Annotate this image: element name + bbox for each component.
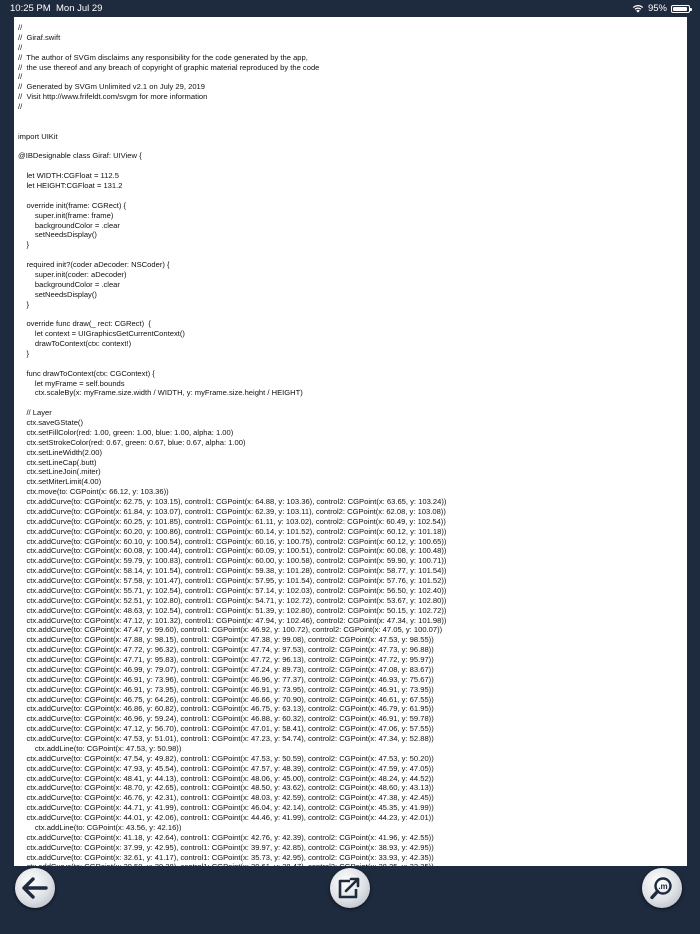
bottom-toolbar xyxy=(0,866,700,934)
wifi-icon xyxy=(632,4,644,13)
code-line: // Generated by SVGm Unlimited v2.1 on July 29, 2019 xyxy=(18,82,205,92)
code-line: ctx.addCurve(to: CGPoint(x: 55.71, y: 102.54), control1: CGPoint(x: 57.14, y: 102.03), control2: CGPoint(x: 56.50, y: 102.40)) xyxy=(18,585,447,595)
code-line: func drawToContext(ctx: CGContext) { xyxy=(18,368,155,378)
code-line: // xyxy=(18,102,23,111)
code-line: // The author of SVGm disclaims any responsibility for the code generated by the app, xyxy=(18,52,308,62)
code-line: ctx.addCurve(to: CGPoint(x: 60.25, y: 101.85), control1: CGPoint(x: 61.11, y: 103.02), control2: CGPoint(x: 60.49, y: 102.54)) xyxy=(18,516,446,526)
code-line: ctx.addCurve(to: CGPoint(x: 47.72, y: 96.32), control1: CGPoint(x: 47.74, y: 97.53), control2: CGPoint(x: 47.73, y: 96.88)) xyxy=(18,645,434,655)
code-line: ctx.addCurve(to: CGPoint(x: 58.14, y: 101.54), control1: CGPoint(x: 59.38, y: 101.28), control2: CGPoint(x: 58.77, y: 101.54)) xyxy=(18,566,447,576)
code-line: setNeedsDisplay() xyxy=(18,289,97,299)
code-line xyxy=(18,191,687,201)
code-line: ctx.addCurve(to: CGPoint(x: 52.51, y: 102.80), control1: CGPoint(x: 54.71, y: 102.72), control2: CGPoint(x: 53.67, y: 102.80)) xyxy=(18,595,447,605)
battery-percent: 95% xyxy=(647,3,667,14)
magnifier-m-icon xyxy=(649,875,675,901)
code-line: super.init(frame: frame) xyxy=(18,210,114,220)
code-line: let HEIGHT:CGFloat = 131.2 xyxy=(18,181,123,190)
code-line: ctx.addCurve(to: CGPoint(x: 61.84, y: 103.07), control1: CGPoint(x: 62.39, y: 103.11), control2: CGPoint(x: 62.08, y: 103.08)) xyxy=(18,506,446,516)
code-line: ctx.addCurve(to: CGPoint(x: 37.99, y: 42.95), control1: CGPoint(x: 39.97, y: 42.85), control2: CGPoint(x: 38.93, y: 42.95)) xyxy=(18,842,434,852)
code-line: override func draw(_ rect: CGRect) { xyxy=(18,319,151,329)
code-line: ctx.addCurve(to: CGPoint(x: 46.96, y: 59.24), control1: CGPoint(x: 46.88, y: 60.32), control2: CGPoint(x: 46.91, y: 59.78)) xyxy=(18,714,434,724)
arrow-left-icon xyxy=(22,877,48,899)
status-date: Mon Jul 29 xyxy=(56,3,103,14)
code-line: ctx.addCurve(to: CGPoint(x: 62.75, y: 103.15), control1: CGPoint(x: 64.88, y: 103.36), control2: CGPoint(x: 63.65, y: 103.24)) xyxy=(18,497,447,506)
code-line: required init?(coder aDecoder: NSCoder) { xyxy=(18,260,170,269)
code-line: // the use thereof and any breach of copyright of graphic material reproduced by the code xyxy=(18,62,320,72)
code-line xyxy=(18,142,687,152)
code-line: ctx.addCurve(to: CGPoint(x: 48.41, y: 44.13), control1: CGPoint(x: 48.06, y: 45.00), control2: CGPoint(x: 48.24, y: 44.52)) xyxy=(18,773,434,783)
code-line: // Layer xyxy=(18,408,52,418)
code-line xyxy=(18,359,687,369)
code-line: ctx.addCurve(to: CGPoint(x: 47.47, y: 99.60), control1: CGPoint(x: 46.92, y: 100.72), control2: CGPoint(x: 47.05, y: 100.07)) xyxy=(18,625,443,635)
battery-icon xyxy=(671,5,690,13)
code-line xyxy=(18,398,687,408)
code-line: backgroundColor = .clear xyxy=(18,279,120,289)
code-line: ctx.addLine(to: CGPoint(x: 43.56, y: 42.16)) xyxy=(18,822,182,832)
code-line: ctx.addCurve(to: CGPoint(x: 47.12, y: 101.32), control1: CGPoint(x: 47.94, y: 102.46), control2: CGPoint(x: 47.34, y: 101.98)) xyxy=(18,615,447,625)
battery-fill xyxy=(673,7,687,11)
code-line: ctx.addCurve(to: CGPoint(x: 47.88, y: 98.15), control1: CGPoint(x: 47.38, y: 99.08), control2: CGPoint(x: 47.53, y: 98.55)) xyxy=(18,635,434,645)
svg-text:.m: .m xyxy=(658,882,668,892)
code-line: drawToContext(ctx: context!) xyxy=(18,339,132,348)
code-line: ctx.addCurve(to: CGPoint(x: 46.75, y: 64.26), control1: CGPoint(x: 46.66, y: 70.90), control2: CGPoint(x: 46.61, y: 67.55)) xyxy=(18,694,434,704)
code-line xyxy=(18,112,687,122)
share-arrow-icon xyxy=(337,876,363,900)
code-line: ctx.move(to: CGPoint(x: 66.12, y: 103.36)) xyxy=(18,487,169,497)
code-line: ctx.addCurve(to: CGPoint(x: 60.20, y: 100.86), control1: CGPoint(x: 60.14, y: 101.52), control2: CGPoint(x: 60.12, y: 101.18)) xyxy=(18,526,447,536)
code-line: ctx.addCurve(to: CGPoint(x: 47.53, y: 51.01), control1: CGPoint(x: 47.23, y: 54.74), control2: CGPoint(x: 47.34, y: 52.88)) xyxy=(18,734,434,743)
code-line xyxy=(18,161,687,171)
code-line: } xyxy=(18,240,29,250)
code-line xyxy=(18,250,687,260)
code-line: ctx.setLineJoin(.miter) xyxy=(18,467,101,477)
code-line: // xyxy=(18,23,23,32)
code-line: // xyxy=(18,42,23,52)
status-bar xyxy=(0,0,700,17)
code-line: import UIKit xyxy=(18,131,58,141)
code-line: ctx.addCurve(to: CGPoint(x: 46.86, y: 60.82), control1: CGPoint(x: 46.75, y: 63.13), control2: CGPoint(x: 46.79, y: 61.95)) xyxy=(18,704,434,714)
zoom-button[interactable] xyxy=(642,868,682,908)
code-line: backgroundColor = .clear xyxy=(18,220,120,230)
code-line: super.init(coder: aDecoder) xyxy=(18,269,127,279)
code-line: let myFrame = self.bounds xyxy=(18,378,125,388)
code-line: ctx.setLineCap(.butt) xyxy=(18,457,97,467)
code-listing xyxy=(14,17,687,872)
code-line xyxy=(18,122,687,132)
code-line: ctx.addCurve(to: CGPoint(x: 41.18, y: 42.64), control1: CGPoint(x: 42.76, y: 42.39), control2: CGPoint(x: 41.96, y: 42.55)) xyxy=(18,832,434,842)
code-line: } xyxy=(18,299,29,309)
code-line: ctx.addCurve(to: CGPoint(x: 32.61, y: 41.17), control1: CGPoint(x: 35.73, y: 42.95), control2: CGPoint(x: 33.93, y: 42.35)) xyxy=(18,852,434,862)
code-line: ctx.addCurve(to: CGPoint(x: 47.54, y: 49.82), control1: CGPoint(x: 47.53, y: 50.59), control2: CGPoint(x: 47.53, y: 50.20)) xyxy=(18,753,434,763)
code-line: ctx.addCurve(to: CGPoint(x: 60.08, y: 100.44), control1: CGPoint(x: 60.09, y: 100.51), control2: CGPoint(x: 60.08, y: 100.48)) xyxy=(18,546,447,556)
code-line: ctx.saveGState() xyxy=(18,418,83,427)
code-line: // Visit http://www.frifeldt.com/svgm for more information xyxy=(18,92,208,102)
code-line: ctx.addCurve(to: CGPoint(x: 59.79, y: 100.83), control1: CGPoint(x: 60.00, y: 100.58), control2: CGPoint(x: 59.90, y: 100.71)) xyxy=(18,556,447,566)
document-view[interactable] xyxy=(14,17,687,866)
code-line: ctx.addCurve(to: CGPoint(x: 44.01, y: 42.06), control1: CGPoint(x: 44.46, y: 41.99), control2: CGPoint(x: 44.23, y: 42.01)) xyxy=(18,813,434,822)
code-line: ctx.addCurve(to: CGPoint(x: 46.76, y: 42.31), control1: CGPoint(x: 48.03, y: 42.59), control2: CGPoint(x: 47.38, y: 42.45)) xyxy=(18,793,434,803)
code-line: ctx.addCurve(to: CGPoint(x: 44.71, y: 41.99), control1: CGPoint(x: 46.04, y: 42.14), control2: CGPoint(x: 45.35, y: 41.99)) xyxy=(18,803,434,813)
back-button[interactable] xyxy=(15,868,55,908)
share-button[interactable] xyxy=(330,868,370,908)
code-line: ctx.addCurve(to: CGPoint(x: 48.70, y: 42.65), control1: CGPoint(x: 48.50, y: 43.62), control2: CGPoint(x: 48.60, y: 43.13)) xyxy=(18,783,434,793)
code-line: ctx.addCurve(to: CGPoint(x: 60.10, y: 100.54), control1: CGPoint(x: 60.16, y: 100.75), control2: CGPoint(x: 60.12, y: 100.65)) xyxy=(18,536,447,546)
status-right xyxy=(632,0,690,17)
status-time: 10:25 PM xyxy=(10,3,51,14)
code-line: ctx.addCurve(to: CGPoint(x: 57.58, y: 101.47), control1: CGPoint(x: 57.95, y: 101.54), control2: CGPoint(x: 57.76, y: 101.52)) xyxy=(18,576,447,585)
code-line: override init(frame: CGRect) { xyxy=(18,200,127,210)
code-line: ctx.addCurve(to: CGPoint(x: 46.91, y: 73.95), control1: CGPoint(x: 46.91, y: 73.95), control2: CGPoint(x: 46.91, y: 73.95)) xyxy=(18,684,434,694)
code-line: ctx.addCurve(to: CGPoint(x: 46.91, y: 73.96), control1: CGPoint(x: 46.96, y: 77.37), control2: CGPoint(x: 46.93, y: 75.67)) xyxy=(18,674,434,684)
code-line: ctx.addCurve(to: CGPoint(x: 48.63, y: 102.54), control1: CGPoint(x: 51.39, y: 102.80), control2: CGPoint(x: 50.15, y: 102.72)) xyxy=(18,605,447,615)
code-line: let WIDTH:CGFloat = 112.5 xyxy=(18,171,119,181)
code-line: } xyxy=(18,348,29,358)
code-line: ctx.scaleBy(x: myFrame.size.width / WIDTH, y: myFrame.size.height / HEIGHT) xyxy=(18,388,303,398)
code-line: ctx.addCurve(to: CGPoint(x: 47.71, y: 95.83), control1: CGPoint(x: 47.72, y: 96.13), control2: CGPoint(x: 47.72, y: 95.97)) xyxy=(18,655,434,664)
code-line: ctx.setMiterLimit(4.00) xyxy=(18,477,102,487)
code-line: ctx.addCurve(to: CGPoint(x: 46.99, y: 79.07), control1: CGPoint(x: 47.24, y: 89.73), control2: CGPoint(x: 47.08, y: 83.67)) xyxy=(18,664,434,674)
code-line: ctx.setLineWidth(2.00) xyxy=(18,447,102,457)
code-line: setNeedsDisplay() xyxy=(18,230,97,240)
code-line: ctx.setStrokeColor(red: 0.67, green: 0.67, blue: 0.67, alpha: 1.00) xyxy=(18,437,246,447)
code-line: ctx.addLine(to: CGPoint(x: 47.53, y: 50.98)) xyxy=(18,743,182,753)
code-line: ctx.addCurve(to: CGPoint(x: 47.12, y: 56.70), control1: CGPoint(x: 47.01, y: 58.41), control2: CGPoint(x: 47.06, y: 57.55)) xyxy=(18,724,434,734)
code-line: @IBDesignable class Giraf: UIView { xyxy=(18,151,142,161)
code-line: ctx.addCurve(to: CGPoint(x: 47.93, y: 45.54), control1: CGPoint(x: 47.57, y: 48.39), control2: CGPoint(x: 47.59, y: 47.05)) xyxy=(18,763,434,773)
code-line xyxy=(18,309,687,319)
code-line: ctx.setFillColor(red: 1.00, green: 1.00, blue: 1.00, alpha: 1.00) xyxy=(18,427,234,437)
code-line: // Giraf.swift xyxy=(18,32,61,42)
battery-tip xyxy=(690,8,692,11)
code-line: let context = UIGraphicsGetCurrentContext() xyxy=(18,329,185,339)
code-line: // xyxy=(18,72,23,82)
